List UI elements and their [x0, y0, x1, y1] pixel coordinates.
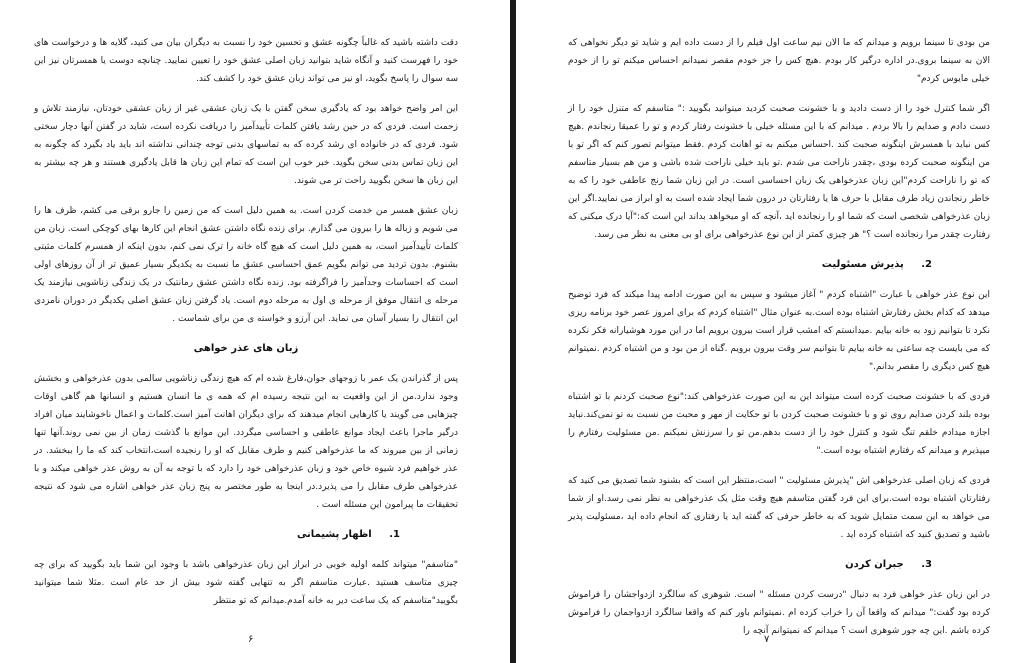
paragraph: اگر شما کنترل خود را از دست دادید و با خشونت صحبت کردید میتوانید بگویید :" متاسفم که متنزل خود را از دست دادم و صدایم را بالا بردم . میدانم که با این مسئله خیلی با خشونت رفتار کردم و تو را عمیقا رنجاندم .هیچ کس نباید با همسرش اینگونه صحبت کند .احساس میکنم به تو اهانت کردم .فقط میتوانم تصور کنم که اگر تو با من اینگونه صحبت کرده بودی ،چقدر ناراحت می شدم .تو باید خیلی ناراحت شده باشی و من هم بسیار متاسفم که تو را ناراحت کردم"این زبان عذرخواهی یک زبان احساسی است. در این زبان شما رنج عاطفی خود را که به خاطر رنجاندن زیاد طرف مقابل با حرف ها یا رفتارتان در درون شما ایجاد شده است به او ابراز می نمایید.اگر این زبان عذرخواهی شخصی است که شما او را رنجانده اید ،آنچه که او میخواهد بداند این است که:"آیا درک میکنی که رفتارت چقدر مرا رنجانده است ؟" هر چیزی کمتر از این نوع عذرخواهی برای او بی معنی به نظر می رسد. [568, 104, 990, 240]
paragraph: دقت داشته باشید که غالباً چگونه عشق و تحسین خود را نسبت به دیگران بیان می کنید، گلایه ها و درخواست های خود را فهرست کنید و آنگاه شاید بتوانید زبان اصلی عشق خود را تعیین نمایید. چنانچه دوست یا همسرتان نیز این سه سوال را پاسخ بگوید، او نیز می تواند زبان عشق خود را کشف کند. [34, 38, 458, 84]
paragraph: فردی که زبان اصلی عذرخواهی اش "پذیرش مسئولیت " است،منتظر این است که بشنود شما تصدیق می کنید که رفتارتان اشتباه بوده است.برای این فرد گفتن متاسفم هیچ وقت مثل یک عذرخواهی به نظر نمی رسد.او از شما می خواهد به این سمت متمایل شوید که به خاطر حرفی که گفته اید یا رفتاری که انجام داده اید ،مسئولیت پذیر باشید و تصدیق کنید که اشتباه کرده اید . [568, 476, 990, 540]
section-heading-number: 3. [921, 559, 932, 570]
paragraph: فردی که با خشونت صحبت کرده است میتواند این به این صورت عذرخواهی کند:"نوع صحبت کردنم با تو اشتباه بوده بلند کردن صدایم روی تو و با خشونت صحبت کردن با تو حکایت از مهر و محبت من نسبت به تو نمی‌کند.نباید اجازه میدادم خلقم تنگ شود و کنترل خود را از دست بدهم.من تو را سرزنش نمیکنم .من مسئولیت رفتارم را میپذیرم و میدانم که رفتارم اشتباه بوده است." [568, 392, 990, 456]
section-heading: زبان های عذر خواهی [193, 343, 299, 354]
page-number: ۶ [248, 634, 254, 645]
section-heading [568, 556, 990, 574]
page-number: ۷ [764, 634, 770, 645]
left-page-text [34, 34, 458, 610]
section-heading-number: 2. [921, 259, 932, 270]
sub-heading-number: 1. [389, 529, 400, 540]
right-page [516, 0, 1024, 663]
section-heading [568, 256, 990, 274]
paragraph: زبان عشق همسر من خدمت کردن است. به همین دلیل است که من زمین را جارو برقی می کشم، ظرف ها را می شویم و زباله ها را بیرون می گذارم. برای زنده نگاه داشتن عشق انجام این کارها بهای کوچکی است. زبان من کلمات تأییدآمیز است، به همین دلیل است که هیچ گاه خانه را ترک نمی کنم، بدون اینکه از همسرم کلمات مثبتی بشنوم. بدون تردید می توانم بگویم عمق احساسی عشق ما نسبت به یکدیگر بسیار عمیق تر از آن روزهای اولی است که احساسات وجدآمیز را فراگرفته بود. زنده نگاه داشتن عشق رمانتیک در یک زندگی زناشویی نیازمند یک مرحله ی انتقال موفق از مرحله ی اول به مرحله دوم است. یاد گرفتن زبان عشق اصلی یکدیگر در دوران نامزدی این انتقال را بسیار آسان می نماید. این آرزو و خواسته ی من برای شماست . [34, 206, 458, 324]
paragraph: من بودی تا سینما برویم و میدانم که ما الان نیم ساعت اول فیلم را از دست داده ایم و شاید تو دیگر نخواهی که الان به سینما بروی.در اداره درگیر کار بودم .هیچ کس را جز خودم مقصر نمیدانم احساس میکنم تو را از خودم خیلی مایوس کردم" [568, 38, 990, 84]
sub-heading [34, 526, 458, 544]
section-heading-text: پذیرش مسئولیت [821, 259, 904, 270]
sub-heading-text: اظهار پشیمانی [296, 529, 372, 540]
paragraph: "متاسفم" میتواند کلمه اولیه خوبی در ابراز این زبان عذرخواهی باشد با وجود این شما باید بگویید که برای چه چیزی متاسف هستید .عبارت متاسفم اگر به تنهایی گفته شود بیش از حد عام است .مثلا شما میتوانید بگویید"متاسفم که یک ساعت دیر به خانه آمدم.میدانم که تو منتظر [34, 560, 458, 606]
right-page-text [568, 34, 990, 640]
section-heading-text: جبران کردن [845, 559, 904, 570]
paragraph: این امر واضح خواهد بود که یادگیری سخن گفتن با یک زبان عشقی غیر از زبان عشقی خودتان، نیازمند تلاش و زحمت است. فردی که در حین رشد یافتن کلمات تأییدآمیز را دریافت نکرده است، شاید در گفتن آنها دچار سختی شود. فردی که در خانواده ای رشد کرده که به تماسهای بدنی توجه چندانی نداشته اند باید یاد بگیرد که چگونه به این زبان تماس بدنی سخن بگوید. خبر خوب این است که تمام این زبان ها قابل یادگیری هستند و هر چه بیشتر به این زبان ها سخن بگویید راحت تر می شوند. [34, 104, 458, 186]
paragraph: پس از گذراندن یک عمر با زوجهای جوان،فارغ شده ام که هیچ زندگی زناشویی سالمی بدون عذرخواهی و بخشش وجود ندارد.من از این واقعیت به این نتیجه رسیده ام که همه ی ما انسان هستیم و انسانها هم گاهی اوقات چیزهایی می گویند یا کارهایی انجام میدهند که برای دیگران اهانت آمیز است.کلمات و اعمال ناخوشایند میان افراد درگیر ماجرا باعث ایجاد موانع عاطفی و احساسی میگردد. این موانع با گذشت زمان از بین نمی روند.آنها تنها زمانی از بین میروند که ما عذرخواهی کنیم و طرف مقابل که او را رنجیده است،انتخاب کند که ما را ببخشد. در عذر خواهیم فرد شیوه خاص خود و زبان عذرخواهی خود را دارد که با توجه به آن به روش عذر خواهی میکند و با عذرخواهی طرف مقابل را می پذیرد.در اینجا به طور مختصر به پنج زبان عذر خواهی اشاره می شود که نتیجه تحقیقات ما پیرامون این مسئله است . [34, 374, 458, 510]
paragraph: این نوع عذر خواهی با عبارت "اشتباه کردم " آغاز میشود و سپس به این صورت ادامه پیدا میکند که فرد توضیح میدهد که کدام بخش رفتارش اشتباه بوده است.به عنوان مثال "اشتباه کردم که برای امروز عصر خود برنامه ریزی نکرد تا بتوانیم زود به خانه بیایم .میدانستم که امشب قرار است بیرون برویم اما در این مورد هوشیارانه فکر نکرده که می بایست چه ساعتی به خانه بیایم تا بتوانیم سر وقت بیرون برویم .گناه از من بود و من اشتباه کردم .نمیتوانم هیچ کس دیگری را مقصر بدانم." [568, 290, 990, 372]
paragraph: در این زبان عذر خواهی فرد به دنبال "درست کردن مسئله " است. شوهری که سالگرد ازدواجشان را فراموش کرده بود گفت:" میدانم که واقعا آن را خراب کرده ام .نمیتوانم باور کنم که واقعا سالگرد ازدواجمان را فراموش کرده باشم .این چه جور شوهری است ؟ میدانم که نمیتوانم آنچه را [568, 590, 990, 636]
left-page [0, 0, 510, 663]
